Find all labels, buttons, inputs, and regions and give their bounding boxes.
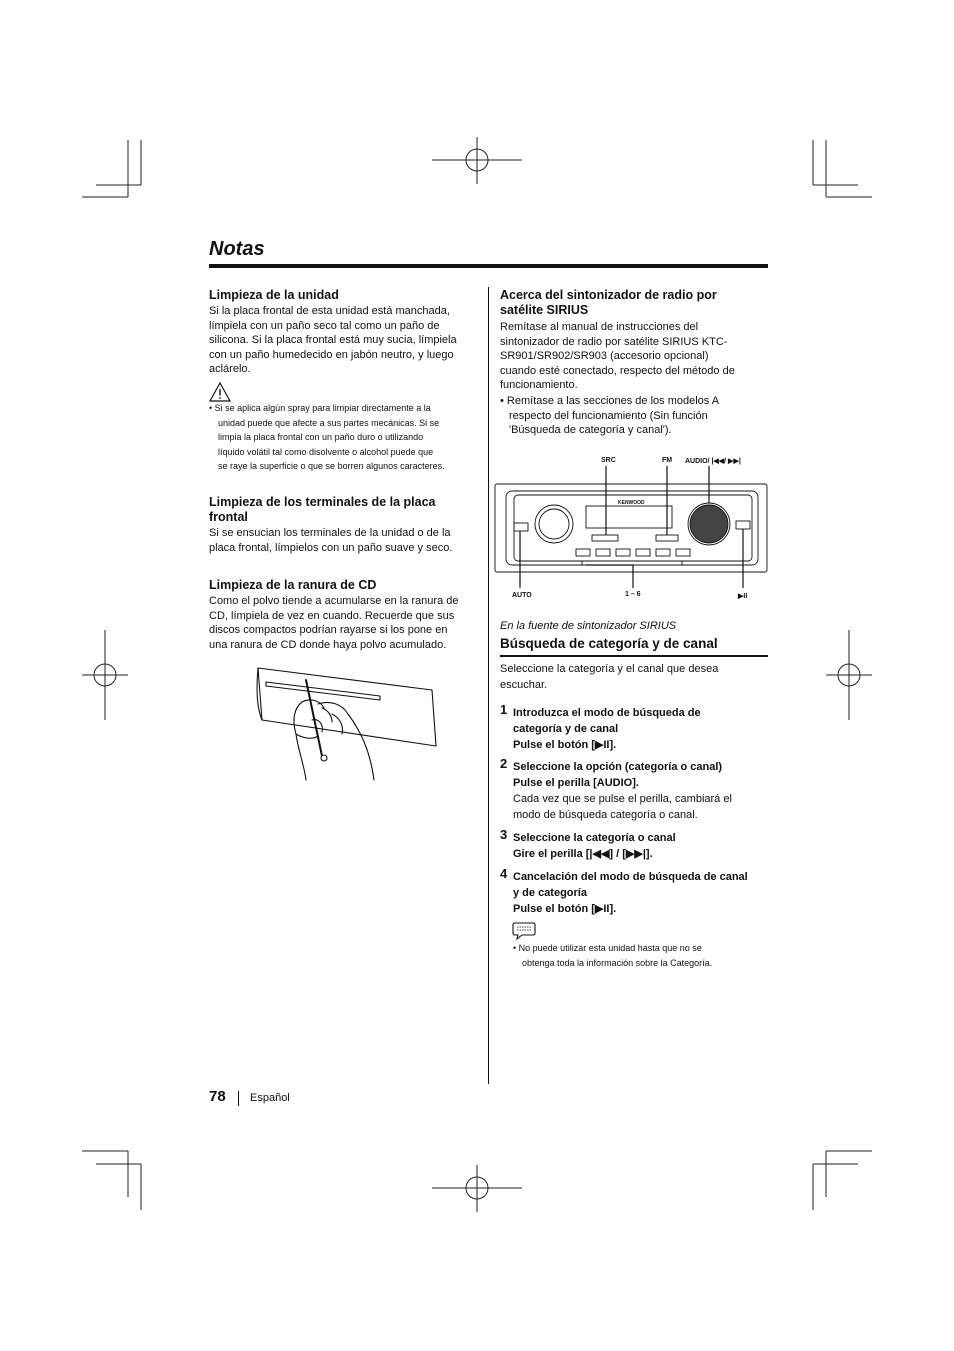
paragraph-limpieza-terminales xyxy=(209,526,479,555)
note-line: limpia la placa frontal con un paño duro o utilizando xyxy=(218,432,424,442)
step-description: modo de búsqueda categoría o canal. xyxy=(513,809,698,821)
step-action: Gire el perilla [|◀◀] / [▶▶|]. xyxy=(513,848,653,860)
text-line: CD, límpiela de vez en cuando. Recuerde que sus xyxy=(209,609,455,622)
text-line: aclárelo. xyxy=(209,363,251,375)
step-number: 1 xyxy=(500,702,508,717)
step-number: 4 xyxy=(500,866,508,881)
note-line: • No puede utilizar esta unidad hasta que no se xyxy=(513,943,702,953)
text-line: límpiela con un paño seco tal como un paño de xyxy=(209,319,440,332)
page-language: Español xyxy=(250,1092,290,1104)
text-line: con un paño humedecido en jabón neutro, y luego xyxy=(209,348,454,361)
text-line: funcionamiento. xyxy=(500,379,578,391)
heading-sirius xyxy=(500,288,768,318)
step-title: Seleccione la opción (categoría o canal) xyxy=(513,761,723,773)
label-src: SRC xyxy=(601,457,616,464)
text-line: sintonizador de radio por satélite SIRIUS KTC- xyxy=(500,335,728,348)
heading-limpieza-terminales xyxy=(209,495,479,525)
text-line: discos compactos podrían rayarse si los pone en xyxy=(209,624,448,636)
step-title: Seleccione la categoría o canal xyxy=(513,832,676,844)
step-4 xyxy=(500,866,770,917)
step-number: 2 xyxy=(500,756,508,771)
text-line: Remítase al manual de instrucciones del xyxy=(500,321,699,333)
diagram-caption: En la fuente de sintonizador SIRIUS xyxy=(500,620,677,632)
heading-limpieza-ranura: Limpieza de la ranura de CD xyxy=(209,578,377,592)
step-title: Cancelación del modo de búsqueda de canal xyxy=(513,871,748,883)
note-line: • Si se aplica algún spray para limpiar directamente a la xyxy=(209,403,431,413)
heading-limpieza-unidad: Limpieza de la unidad xyxy=(209,288,339,302)
warning-note xyxy=(209,401,479,474)
step-1 xyxy=(500,702,770,753)
step-number: 3 xyxy=(500,827,508,842)
intro-busqueda xyxy=(500,661,768,693)
label-fm: FM xyxy=(662,457,673,464)
note-icon xyxy=(512,921,536,940)
step-action: Pulse el botón [▶II]. xyxy=(513,903,617,915)
note-line: se raye la superficie o que se borren algunos caracteres. xyxy=(218,461,445,471)
paragraph-limpieza-unidad xyxy=(209,304,479,377)
step-action: Pulse el botón [▶II]. xyxy=(513,739,617,751)
text-line: Como el polvo tiende a acumularse en la ranura de xyxy=(209,595,459,607)
title-rule xyxy=(209,264,768,268)
text-line: escuchar. xyxy=(500,679,548,691)
note-line: unidad puede que afecte a sus partes mecánicas. Si se xyxy=(218,417,440,428)
text-line: SR901/SR902/SR903 (accesorio opcional) xyxy=(500,350,709,362)
heading-line: Acerca del sintonizador de radio por xyxy=(500,288,717,302)
footer-divider xyxy=(238,1091,239,1106)
label-auto: AUTO xyxy=(512,592,532,599)
step-description: Cada vez que se pulse el perilla, cambiará el xyxy=(513,793,732,805)
page-number: 78 xyxy=(209,1088,226,1105)
bullet-line: • Remítase a las secciones de los modelos A xyxy=(500,395,720,407)
heading-line: satélite SIRIUS xyxy=(500,303,589,317)
page-title: Notas xyxy=(209,238,265,260)
heading-line: frontal xyxy=(209,510,248,524)
text-line: Si se ensucian los terminales de la unidad o de la xyxy=(209,527,451,539)
info-note xyxy=(513,941,768,970)
paragraph-sirius xyxy=(500,320,768,393)
paragraph-limpieza-ranura xyxy=(209,594,479,652)
label-play-pause: ▶II xyxy=(738,593,748,600)
brand-logo: KENWOOD xyxy=(618,500,645,506)
step-title: y de categoría xyxy=(513,887,587,899)
heading-busqueda: Búsqueda de categoría y de canal xyxy=(500,636,718,651)
step-3 xyxy=(500,827,770,862)
heading-line: Limpieza de los terminales de la placa xyxy=(209,495,436,509)
bullet-line: respecto del funcionamiento (Sin función xyxy=(509,409,708,422)
note-line: obtenga toda la información sobre la Categoría. xyxy=(522,957,713,968)
text-line: cuando esté conectado, respecto del método de xyxy=(500,364,735,377)
step-title: categoría y de canal xyxy=(513,723,619,735)
text-line: Seleccione la categoría y el canal que desea xyxy=(500,663,719,675)
text-line: Si la placa frontal de esta unidad está manchada, xyxy=(209,305,450,317)
warning-icon xyxy=(209,382,231,402)
label-presets: 1 – 6 xyxy=(625,591,641,598)
bullet-line: 'Búsqueda de categoría y canal'). xyxy=(509,424,672,436)
heading-rule xyxy=(500,655,768,657)
step-2 xyxy=(500,756,770,823)
label-audio: AUDIO/ |◀◀/ ▶▶| xyxy=(685,458,741,465)
text-line: placa frontal, límpielos con un paño suave y seco. xyxy=(209,541,453,554)
cd-slot-cleaning-illustration xyxy=(252,660,442,785)
note-line: líquido volátil tal como disolvente o alcohol puede que xyxy=(218,446,434,457)
head-unit-diagram xyxy=(494,466,769,592)
step-action: Pulse el perilla [AUDIO]. xyxy=(513,777,639,789)
text-line: una ranura de CD donde haya polvo acumulado. xyxy=(209,638,447,651)
column-divider xyxy=(488,287,489,1084)
step-title: Introduzca el modo de búsqueda de xyxy=(513,707,701,719)
text-line: silicona. Si la placa frontal está muy sucia, límpiela xyxy=(209,334,457,346)
bullet-sirius xyxy=(500,394,768,438)
